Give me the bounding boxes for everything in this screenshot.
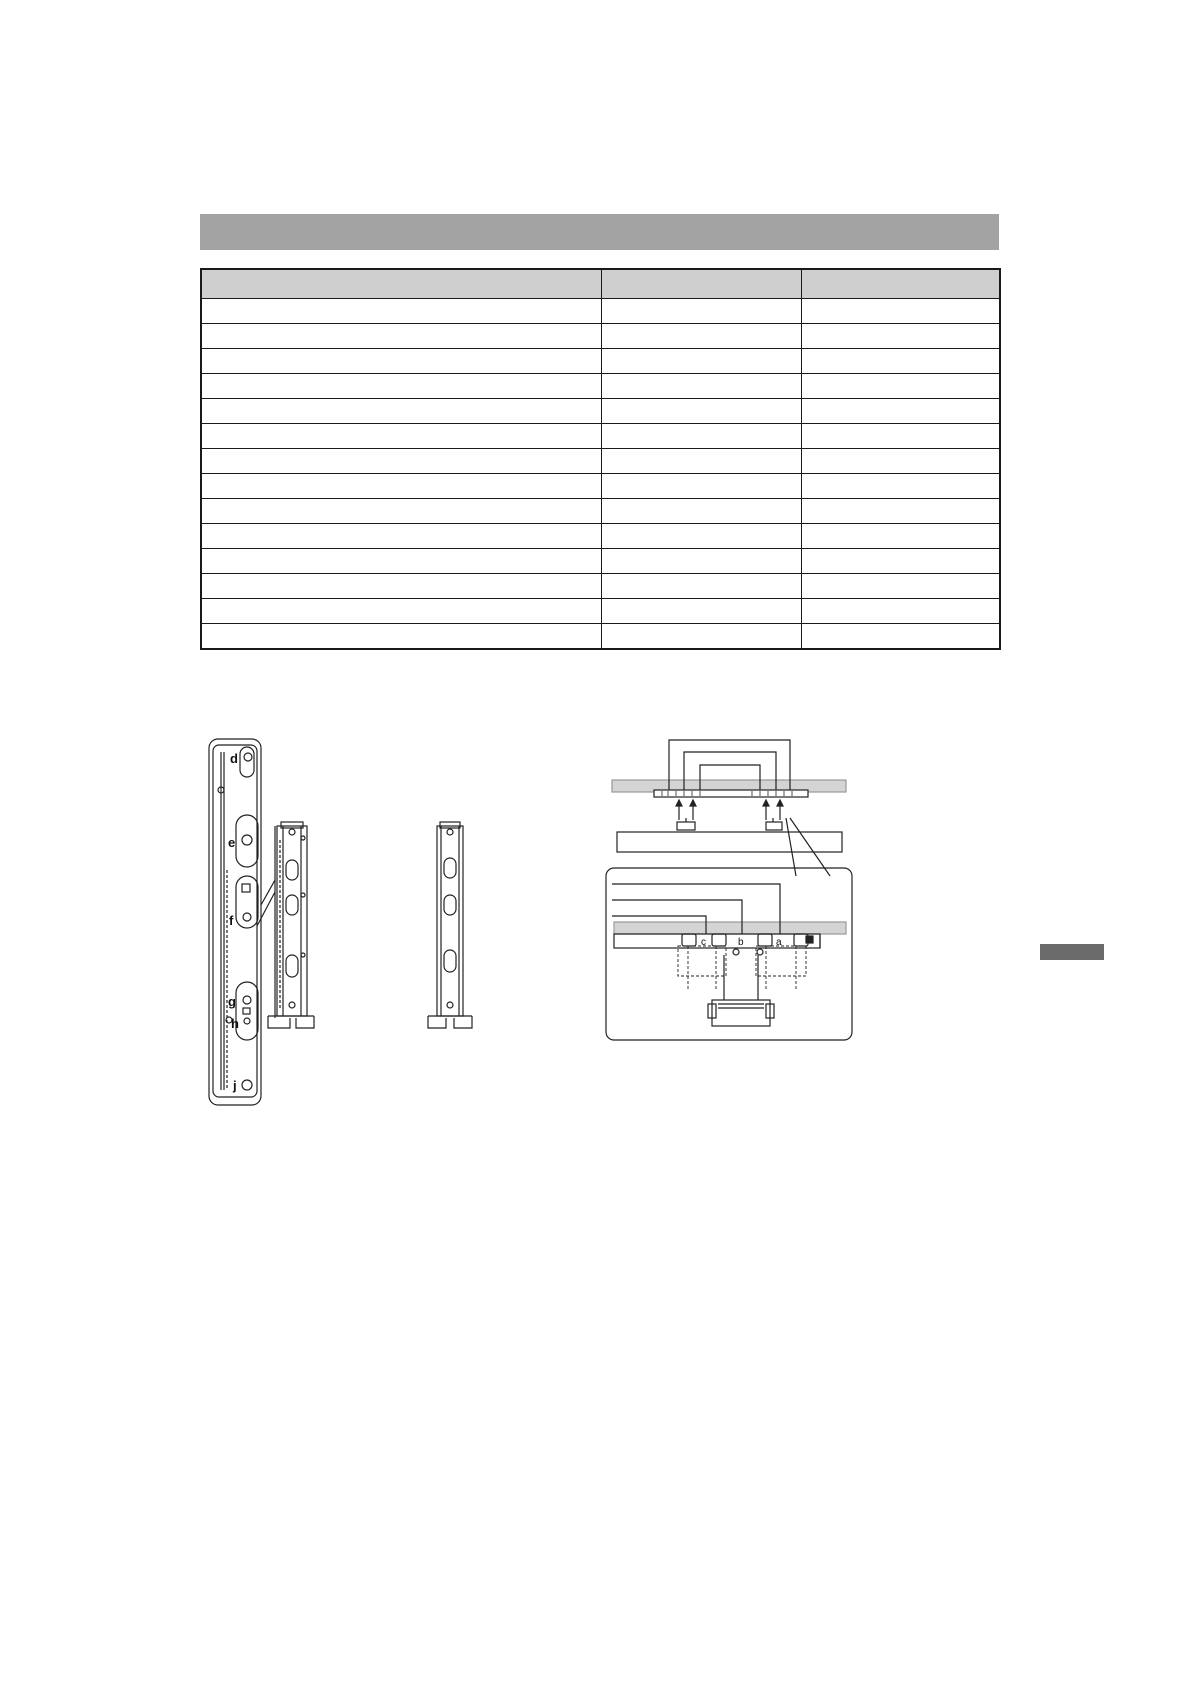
label-b: b [738,937,744,948]
label-j: j [233,1078,237,1093]
label-h: h [231,1016,239,1031]
top-rail-overview [612,740,846,876]
label-f: f [229,913,234,928]
bracket-mounted-left [268,822,314,1028]
rail-detail-callout [606,868,852,1040]
label-g: g [228,994,236,1009]
bracket-side-detail [209,739,275,1105]
label-c: c [701,937,706,948]
label-a: a [776,937,782,948]
label-d: d [230,751,238,766]
bracket-mounted-right [428,822,472,1028]
label-e: e [228,835,236,850]
